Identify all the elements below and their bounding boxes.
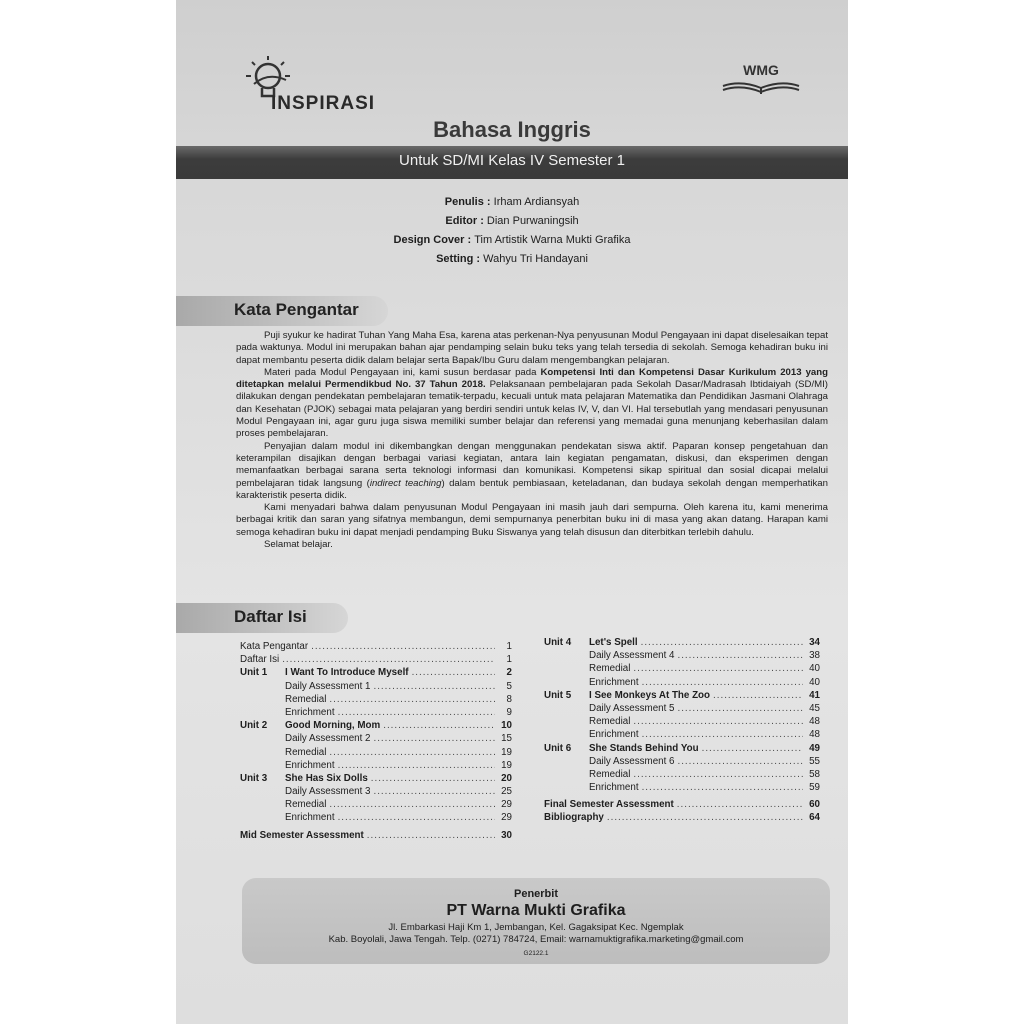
open-book-icon xyxy=(721,78,801,96)
toc-label: Let's Spell xyxy=(589,637,638,648)
publisher-mark xyxy=(716,62,806,101)
toc-label: Remedial xyxy=(589,716,631,728)
toc-right-column xyxy=(544,636,820,825)
toc-leader xyxy=(642,728,803,741)
toc-label: Enrichment xyxy=(285,812,335,824)
toc-entry xyxy=(544,662,820,675)
toc-leader xyxy=(338,811,495,824)
toc-leader xyxy=(642,676,803,689)
toc-leader xyxy=(373,785,495,798)
toc-page-number: 1 xyxy=(506,654,512,666)
publisher-code: G2122.1 xyxy=(523,950,549,957)
preface-paragraph: Puji syukur ke hadirat Tuhan Yang Maha Esa, karena atas perkenan-Nya penyusunan Modul Pengayaan ini dapat diselesaikan tepat pada waktunya. Modul ini merupakan bahan ajar pendamping selain buku teks yang telah tersedia di sekolah. Semoga kehadiran buku ini dapat membantu peserta didik dalam belajar serta Bapak/Ibu Guru dalam mengembangkan pelajaran. xyxy=(236,330,828,366)
preface-paragraph: Kami menyadari bahwa dalam penyusunan Modul Pengayaan ini masih jauh dari sempurna. Oleh karena itu, kami menerima berbagai kritik dan saran yang sifatnya membangun, demi sempurnanya penerbitan buku ini di masa yang akan datang. Harapan kami semoga kehadiran buku ini dapat menjadi pendamping Buku Siswanya yang telah disusun dan diterbitkan terlebih dahulu. xyxy=(236,502,828,538)
toc-leader xyxy=(677,755,803,768)
toc-entry xyxy=(544,702,820,715)
toc-entry xyxy=(544,742,820,755)
toc-leader xyxy=(633,768,803,781)
toc-label: Daily Assessment 2 xyxy=(285,733,371,745)
toc-entry xyxy=(240,759,512,772)
toc-page-number: 20 xyxy=(501,772,512,784)
toc-label: Daily Assessment 4 xyxy=(589,650,675,662)
book-title: Bahasa Inggris xyxy=(433,117,591,142)
toc-entry xyxy=(544,811,820,824)
toc-entry xyxy=(240,653,512,666)
preface-paragraph: Penyajian dalam modul ini dikembangkan dengan menggunakan pendekatan siswa aktif. Paparan konsep pengetahuan dan keterampilan disajikan dengan berbagai variasi kegiatan, antara lain kegiatan pengamatan, diskusi, dan eksperimen dengan memanfaatkan berbagai sarana serta teknologi informasi dan komunikasi. Kompetensi sikap spiritual dan sosial dicapai melalui pembelajaran tidak langsung (indirect teaching) dalam bentuk pembiasaan, keteladanan, dan budaya sekolah dengan memperhatikan karakteristik peserta didik. xyxy=(236,440,828,501)
credit-line: Penulis : Irham Ardiansyah xyxy=(444,196,580,208)
toc-label: Daily Assessment 6 xyxy=(589,755,675,767)
toc-entry xyxy=(240,811,512,824)
toc-entry xyxy=(240,666,512,679)
toc-page-number: 49 xyxy=(809,742,820,754)
toc-page-number: 38 xyxy=(809,650,820,662)
toc-page-number: 41 xyxy=(809,689,820,701)
preface-paragraph: Materi pada Modul Pengayaan ini, kami susun berdasar pada Kompetensi Inti dan Kompetensi Dasar Kurikulum 2013 yang ditetapkan melalui Permendikbud No. 37 Tahun 2018. Pelaksanaan pembelajaran pada Sekolah Dasar/Madrasah Ibtidaiyah (SD/MI) dilakukan dengan pendekatan pembelajaran tematik-terpadu, kecuali untuk mata pelajaran Matematika dan Pendidikan Jasmani Olahraga dan Kesehatan (PJOK) sebagai mata pelajaran yang berdiri sendiri untuk kelas IV, V, dan VI. Hal tersebutlah yang mendasari penyusunan Modul Pengayaan ini, agar guru juga siswa memiliki sumber belajar dan referensi yang memadai guna menunjang keberhasilan dalam proses pembelajaran. xyxy=(236,366,828,440)
preface-heading-bar xyxy=(176,296,388,326)
document-page xyxy=(176,0,848,1024)
toc-page-number: 25 xyxy=(501,786,512,798)
toc-page-number: 5 xyxy=(506,680,512,692)
book-subtitle: Untuk SD/MI Kelas IV Semester 1 xyxy=(399,152,625,169)
toc-entry xyxy=(240,732,512,745)
toc-leader xyxy=(329,798,495,811)
toc-leader xyxy=(311,640,495,653)
toc-label: Kata Pengantar xyxy=(240,641,309,652)
credits xyxy=(176,193,848,269)
toc-unit: Unit 1 xyxy=(240,667,268,679)
toc-entry xyxy=(544,715,820,728)
toc-label: Enrichment xyxy=(589,729,639,741)
toc-entry xyxy=(240,772,512,785)
toc-unit: Unit 6 xyxy=(544,742,572,754)
publisher-label: Penerbit xyxy=(513,888,558,900)
toc-entry xyxy=(544,768,820,781)
toc-leader xyxy=(412,666,495,679)
toc-page-number: 40 xyxy=(809,663,820,675)
toc-heading: Daftar Isi xyxy=(234,607,307,626)
toc-page-number: 19 xyxy=(501,759,512,771)
toc-entry xyxy=(240,719,512,732)
toc-entry xyxy=(544,636,820,649)
toc-page-number: 29 xyxy=(501,799,512,811)
toc-label: Remedial xyxy=(285,693,327,705)
toc-leader xyxy=(373,732,495,745)
toc-leader xyxy=(338,706,495,719)
toc-leader xyxy=(338,759,495,772)
toc-entry xyxy=(240,785,512,798)
toc-leader xyxy=(641,636,803,649)
toc-unit: Unit 4 xyxy=(544,637,572,648)
toc-leader xyxy=(329,746,495,759)
toc-page-number: 59 xyxy=(809,782,820,794)
toc-page-number: 9 xyxy=(506,706,512,718)
toc-page-number: 34 xyxy=(809,637,820,648)
toc-label: She Stands Behind You xyxy=(589,742,699,754)
preface-heading: Kata Pengantar xyxy=(234,300,359,319)
toc-page-number: 29 xyxy=(501,812,512,824)
toc-entry xyxy=(544,728,820,741)
toc-entry xyxy=(544,755,820,768)
toc-label: Remedial xyxy=(285,799,327,811)
toc-label: I Want To Introduce Myself xyxy=(285,667,409,679)
toc-page-number: 58 xyxy=(809,768,820,780)
toc-label: Remedial xyxy=(589,768,631,780)
toc-entry xyxy=(240,746,512,759)
toc-entry xyxy=(544,649,820,662)
toc-leader xyxy=(633,662,803,675)
toc-entry xyxy=(544,798,820,811)
toc-leader xyxy=(282,653,495,666)
toc-leader xyxy=(642,781,803,794)
toc-leader xyxy=(367,829,495,842)
toc-leader xyxy=(371,772,495,785)
toc-label: Daftar Isi xyxy=(240,654,280,666)
toc-entry xyxy=(240,640,512,653)
toc-unit: Unit 5 xyxy=(544,689,572,701)
toc-leader xyxy=(607,811,803,824)
toc-label: Daily Assessment 3 xyxy=(285,786,371,798)
toc-label: Daily Assessment 5 xyxy=(589,702,675,714)
toc-label: Final Semester Assessment xyxy=(544,799,674,811)
toc-label: Bibliography xyxy=(544,812,604,824)
toc-label: Enrichment xyxy=(285,706,335,718)
toc-leader xyxy=(677,702,803,715)
toc-entry xyxy=(240,680,512,693)
toc-leader xyxy=(373,680,495,693)
preface-text xyxy=(236,330,828,551)
toc-leader xyxy=(702,742,803,755)
toc-entry xyxy=(544,676,820,689)
subtitle-bar xyxy=(176,146,848,179)
publisher-address: Jl. Embarkasi Haji Km 1, Jembangan, Kel. Gagaksipat Kec. Ngemplak xyxy=(388,922,684,933)
toc-unit: Unit 2 xyxy=(240,720,268,732)
toc-leader xyxy=(329,693,495,706)
credit-line: Setting : Wahyu Tri Handayani xyxy=(436,253,588,265)
toc-leader xyxy=(713,689,803,702)
publisher-contact: Kab. Boyolali, Jawa Tengah. Telp. (0271) 784724, Email: warnamuktigrafika.marketing@gmail.com xyxy=(328,934,744,945)
toc-leader xyxy=(677,798,803,811)
toc-page-number: 64 xyxy=(809,812,820,824)
toc-entry xyxy=(240,829,512,842)
toc-leader xyxy=(383,719,495,732)
toc-label: I See Monkeys At The Zoo xyxy=(589,689,711,701)
toc-page-number: 19 xyxy=(501,746,512,758)
toc-label: She Has Six Dolls xyxy=(285,772,368,784)
toc-page-number: 55 xyxy=(809,755,820,767)
toc-page-number: 15 xyxy=(501,733,512,745)
toc-unit: Unit 3 xyxy=(240,772,268,784)
toc-entry xyxy=(240,798,512,811)
toc-page-number: 48 xyxy=(809,716,820,728)
toc-page-number: 40 xyxy=(809,676,820,688)
toc-label: Daily Assessment 1 xyxy=(285,680,371,692)
publisher-mark-text: WMG xyxy=(743,62,779,78)
toc-page-number: 1 xyxy=(506,641,512,652)
toc-entry xyxy=(240,706,512,719)
toc-label: Enrichment xyxy=(589,782,639,794)
publisher-name: PT Warna Mukti Grafika xyxy=(446,902,626,919)
toc-label: Enrichment xyxy=(589,676,639,688)
toc-label: Good Morning, Mom xyxy=(285,720,381,732)
toc-page-number: 8 xyxy=(506,693,512,705)
toc-heading-bar xyxy=(176,603,348,633)
toc-leader xyxy=(677,649,803,662)
toc-page-number: 60 xyxy=(809,799,820,811)
toc-page-number: 2 xyxy=(506,667,512,679)
toc-leader xyxy=(633,715,803,728)
toc-page-number: 48 xyxy=(809,729,820,741)
toc-entry xyxy=(544,689,820,702)
toc-page-number: 30 xyxy=(501,829,512,841)
toc-page-number: 10 xyxy=(501,720,512,732)
toc-label: Remedial xyxy=(589,663,631,675)
toc-entry xyxy=(240,693,512,706)
credit-line: Editor : Dian Purwaningsih xyxy=(445,215,579,227)
publisher-box xyxy=(242,878,830,964)
toc-label: Enrichment xyxy=(285,759,335,771)
logo-text: INSPIRASI xyxy=(271,93,376,114)
toc-label: Mid Semester Assessment xyxy=(240,829,364,841)
preface-paragraph: Selamat belajar. xyxy=(264,539,333,551)
toc-left-column xyxy=(240,640,512,842)
toc-page-number: 45 xyxy=(809,702,820,714)
toc-label: Remedial xyxy=(285,746,327,758)
credit-line: Design Cover : Tim Artistik Warna Mukti Grafika xyxy=(393,234,631,246)
toc-entry xyxy=(544,781,820,794)
